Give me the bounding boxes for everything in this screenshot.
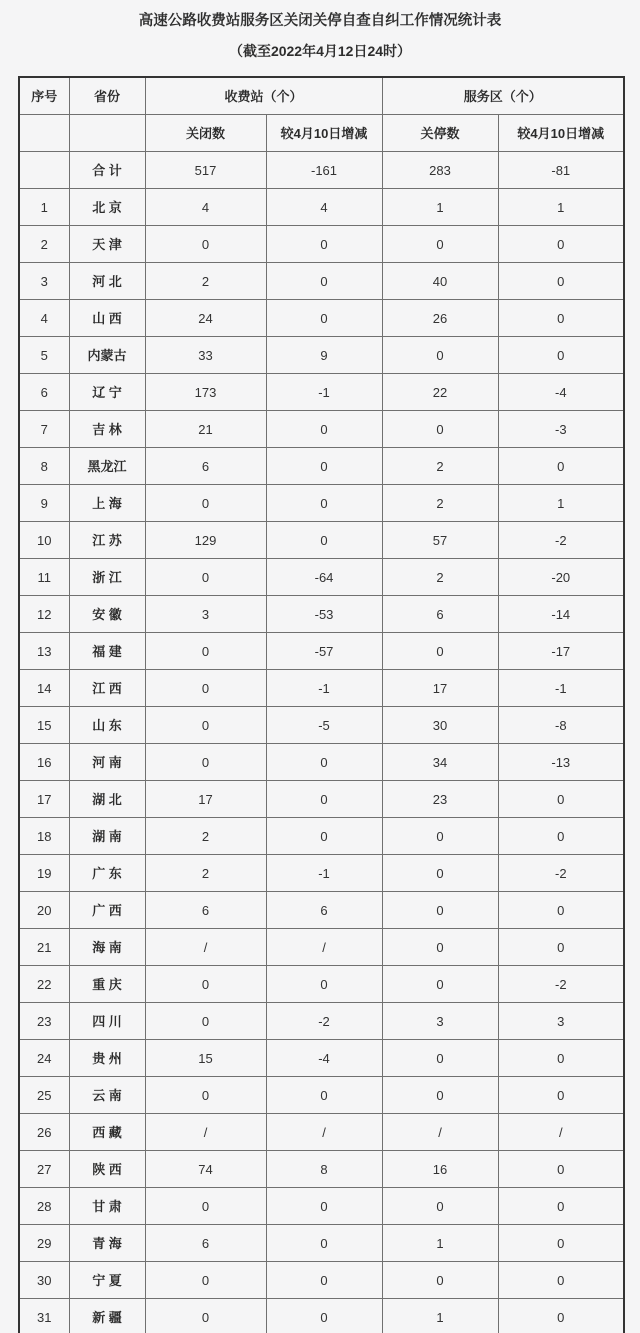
toll-closed-value: 0 xyxy=(145,1003,266,1040)
table-row xyxy=(19,411,624,448)
row-province: 陕 西 xyxy=(69,1151,145,1188)
row-province: 黑龙江 xyxy=(69,448,145,485)
service-change-value: 0 xyxy=(498,300,624,337)
toll-closed-value: 0 xyxy=(145,1077,266,1114)
service-closed-value: 26 xyxy=(382,300,498,337)
row-province: 江 苏 xyxy=(69,522,145,559)
toll-closed-value: 0 xyxy=(145,707,266,744)
toll-change-value: -4 xyxy=(266,1040,382,1077)
service-closed-value: / xyxy=(382,1114,498,1151)
toll-change-value: 0 xyxy=(266,1262,382,1299)
table-row xyxy=(19,744,624,781)
row-index: 8 xyxy=(19,448,69,485)
toll-change-value: 0 xyxy=(266,448,382,485)
row-province: 上 海 xyxy=(69,485,145,522)
row-province: 广 东 xyxy=(69,855,145,892)
service-change-value: 0 xyxy=(498,1188,624,1225)
total-row xyxy=(19,152,624,189)
service-closed-value: 0 xyxy=(382,1188,498,1225)
toll-closed-value: 21 xyxy=(145,411,266,448)
row-index: 27 xyxy=(19,1151,69,1188)
row-province: 四 川 xyxy=(69,1003,145,1040)
row-index: 17 xyxy=(19,781,69,818)
service-closed-value: 0 xyxy=(382,633,498,670)
service-change-value: 0 xyxy=(498,818,624,855)
table-row xyxy=(19,855,624,892)
row-index: 29 xyxy=(19,1225,69,1262)
toll-closed-value: 74 xyxy=(145,1151,266,1188)
row-index: 20 xyxy=(19,892,69,929)
row-province: 吉 林 xyxy=(69,411,145,448)
service-change-value: 3 xyxy=(498,1003,624,1040)
table-row xyxy=(19,1114,624,1151)
row-province: 湖 南 xyxy=(69,818,145,855)
toll-closed-value: 0 xyxy=(145,744,266,781)
table-row xyxy=(19,263,624,300)
service-change-value: 0 xyxy=(498,337,624,374)
service-change-value: 0 xyxy=(498,1040,624,1077)
toll-change-value: 8 xyxy=(266,1151,382,1188)
row-index: 3 xyxy=(19,263,69,300)
service-closed-value: 1 xyxy=(382,1225,498,1262)
service-closed-value: 0 xyxy=(382,966,498,1003)
row-province: 河 北 xyxy=(69,263,145,300)
toll-change-value: 0 xyxy=(266,1077,382,1114)
row-province: 山 西 xyxy=(69,300,145,337)
toll-change-value: 4 xyxy=(266,189,382,226)
table-row xyxy=(19,892,624,929)
row-index: 13 xyxy=(19,633,69,670)
table-row xyxy=(19,1151,624,1188)
row-index: 6 xyxy=(19,374,69,411)
row-province: 天 津 xyxy=(69,226,145,263)
table-row xyxy=(19,374,624,411)
header-toll-closed-count: 关闭数 xyxy=(145,115,266,152)
service-change-value: 1 xyxy=(498,485,624,522)
toll-change-value: 0 xyxy=(266,781,382,818)
toll-change-value: 6 xyxy=(266,892,382,929)
table-row xyxy=(19,781,624,818)
row-province: 宁 夏 xyxy=(69,1262,145,1299)
total-service-change-value: -81 xyxy=(498,152,624,189)
row-province: 西 藏 xyxy=(69,1114,145,1151)
table-row xyxy=(19,559,624,596)
service-closed-value: 0 xyxy=(382,855,498,892)
toll-closed-value: 6 xyxy=(145,1225,266,1262)
toll-closed-value: 6 xyxy=(145,892,266,929)
service-closed-value: 0 xyxy=(382,411,498,448)
header-row-subcolumns xyxy=(19,115,624,152)
toll-closed-value: 2 xyxy=(145,263,266,300)
table-row xyxy=(19,596,624,633)
toll-change-value: -2 xyxy=(266,1003,382,1040)
toll-closed-value: 0 xyxy=(145,559,266,596)
service-closed-value: 6 xyxy=(382,596,498,633)
toll-closed-value: 24 xyxy=(145,300,266,337)
row-province: 甘 肃 xyxy=(69,1188,145,1225)
toll-change-value: 0 xyxy=(266,485,382,522)
toll-closed-value: 173 xyxy=(145,374,266,411)
total-toll-closed-value: 517 xyxy=(145,152,266,189)
row-index: 31 xyxy=(19,1299,69,1333)
service-closed-value: 1 xyxy=(382,189,498,226)
toll-change-value: / xyxy=(266,929,382,966)
service-closed-value: 0 xyxy=(382,1262,498,1299)
service-change-value: 0 xyxy=(498,1077,624,1114)
toll-change-value: -5 xyxy=(266,707,382,744)
toll-closed-value: 17 xyxy=(145,781,266,818)
service-change-value: -4 xyxy=(498,374,624,411)
table-row xyxy=(19,670,624,707)
row-index: 14 xyxy=(19,670,69,707)
row-province: 重 庆 xyxy=(69,966,145,1003)
service-closed-value: 0 xyxy=(382,1077,498,1114)
row-index: 18 xyxy=(19,818,69,855)
table-row xyxy=(19,448,624,485)
row-index: 10 xyxy=(19,522,69,559)
service-closed-value: 2 xyxy=(382,559,498,596)
toll-change-value: -1 xyxy=(266,855,382,892)
service-closed-value: 0 xyxy=(382,892,498,929)
row-province: 贵 州 xyxy=(69,1040,145,1077)
table-row xyxy=(19,300,624,337)
row-province: 新 疆 xyxy=(69,1299,145,1333)
toll-change-value: 0 xyxy=(266,966,382,1003)
row-province: 北 京 xyxy=(69,189,145,226)
row-index: 11 xyxy=(19,559,69,596)
row-province: 安 徽 xyxy=(69,596,145,633)
header-empty-index-cell xyxy=(19,115,69,152)
row-index: 19 xyxy=(19,855,69,892)
toll-change-value: 0 xyxy=(266,1299,382,1333)
row-index: 21 xyxy=(19,929,69,966)
row-index: 24 xyxy=(19,1040,69,1077)
table-row xyxy=(19,966,624,1003)
toll-closed-value: 0 xyxy=(145,966,266,1003)
service-closed-value: 57 xyxy=(382,522,498,559)
row-province: 海 南 xyxy=(69,929,145,966)
row-province: 内蒙古 xyxy=(69,337,145,374)
row-index: 23 xyxy=(19,1003,69,1040)
table-row xyxy=(19,1299,624,1333)
toll-closed-value: 0 xyxy=(145,485,266,522)
toll-closed-value: 4 xyxy=(145,189,266,226)
service-change-value: -8 xyxy=(498,707,624,744)
row-province: 云 南 xyxy=(69,1077,145,1114)
table-row xyxy=(19,1188,624,1225)
toll-closed-value: 0 xyxy=(145,633,266,670)
total-row-label: 合 计 xyxy=(69,152,145,189)
row-index: 5 xyxy=(19,337,69,374)
table-row xyxy=(19,337,624,374)
toll-change-value: 0 xyxy=(266,522,382,559)
toll-closed-value: / xyxy=(145,1114,266,1151)
service-change-value: -20 xyxy=(498,559,624,596)
service-change-value: / xyxy=(498,1114,624,1151)
header-empty-province-cell xyxy=(69,115,145,152)
toll-closed-value: 129 xyxy=(145,522,266,559)
service-closed-value: 40 xyxy=(382,263,498,300)
toll-closed-value: 2 xyxy=(145,818,266,855)
toll-change-value: 0 xyxy=(266,1225,382,1262)
table-row xyxy=(19,189,624,226)
row-index: 2 xyxy=(19,226,69,263)
service-change-value: -13 xyxy=(498,744,624,781)
total-service-closed-value: 283 xyxy=(382,152,498,189)
toll-closed-value: 6 xyxy=(145,448,266,485)
service-change-value: 0 xyxy=(498,1262,624,1299)
toll-closed-value: 0 xyxy=(145,670,266,707)
service-change-value: -2 xyxy=(498,855,624,892)
toll-closed-value: 0 xyxy=(145,1188,266,1225)
service-closed-value: 0 xyxy=(382,1040,498,1077)
row-province: 山 东 xyxy=(69,707,145,744)
page-subtitle: （截至2022年4月12日24时） xyxy=(228,43,412,59)
service-closed-value: 2 xyxy=(382,448,498,485)
header-index: 序号 xyxy=(19,77,69,115)
row-province: 福 建 xyxy=(69,633,145,670)
row-province: 江 西 xyxy=(69,670,145,707)
toll-change-value: -53 xyxy=(266,596,382,633)
header-service-closed-count: 关停数 xyxy=(382,115,498,152)
row-index: 9 xyxy=(19,485,69,522)
service-closed-value: 3 xyxy=(382,1003,498,1040)
toll-change-value: 0 xyxy=(266,411,382,448)
row-province: 辽 宁 xyxy=(69,374,145,411)
header-row-groups xyxy=(19,77,624,115)
row-index: 1 xyxy=(19,189,69,226)
total-row-index-cell xyxy=(19,152,69,189)
service-closed-value: 23 xyxy=(382,781,498,818)
table-row xyxy=(19,1225,624,1262)
service-change-value: -3 xyxy=(498,411,624,448)
header-group-toll-stations: 收费站（个） xyxy=(145,77,382,115)
table-row xyxy=(19,633,624,670)
service-change-value: -2 xyxy=(498,966,624,1003)
toll-change-value: -1 xyxy=(266,374,382,411)
table-row xyxy=(19,818,624,855)
service-closed-value: 0 xyxy=(382,929,498,966)
service-closed-value: 17 xyxy=(382,670,498,707)
table-row xyxy=(19,1040,624,1077)
row-index: 22 xyxy=(19,966,69,1003)
table-row xyxy=(19,1003,624,1040)
toll-change-value: / xyxy=(266,1114,382,1151)
service-change-value: 1 xyxy=(498,189,624,226)
toll-change-value: 0 xyxy=(266,818,382,855)
row-index: 25 xyxy=(19,1077,69,1114)
row-index: 4 xyxy=(19,300,69,337)
row-index: 7 xyxy=(19,411,69,448)
table-row xyxy=(19,1262,624,1299)
service-change-value: 0 xyxy=(498,892,624,929)
row-index: 12 xyxy=(19,596,69,633)
toll-change-value: -1 xyxy=(266,670,382,707)
service-closed-value: 30 xyxy=(382,707,498,744)
service-closed-value: 0 xyxy=(382,818,498,855)
toll-change-value: -64 xyxy=(266,559,382,596)
service-change-value: 0 xyxy=(498,1225,624,1262)
toll-closed-value: 15 xyxy=(145,1040,266,1077)
service-change-value: -1 xyxy=(498,670,624,707)
table-row xyxy=(19,522,624,559)
service-change-value: 0 xyxy=(498,263,624,300)
table-row xyxy=(19,1077,624,1114)
page-title: 高速公路收费站服务区关闭关停自查自纠工作情况统计表 xyxy=(138,13,502,29)
toll-change-value: -57 xyxy=(266,633,382,670)
service-change-value: -17 xyxy=(498,633,624,670)
service-closed-value: 22 xyxy=(382,374,498,411)
service-change-value: 0 xyxy=(498,1151,624,1188)
header-province: 省份 xyxy=(69,77,145,115)
service-change-value: 0 xyxy=(498,448,624,485)
service-closed-value: 0 xyxy=(382,337,498,374)
service-closed-value: 1 xyxy=(382,1299,498,1333)
toll-change-value: 0 xyxy=(266,300,382,337)
header-toll-change-since-apr10: 较4月10日增减 xyxy=(266,115,382,152)
toll-change-value: 9 xyxy=(266,337,382,374)
row-index: 16 xyxy=(19,744,69,781)
table-row xyxy=(19,929,624,966)
row-index: 26 xyxy=(19,1114,69,1151)
service-closed-value: 2 xyxy=(382,485,498,522)
table-row xyxy=(19,226,624,263)
row-province: 浙 江 xyxy=(69,559,145,596)
row-index: 28 xyxy=(19,1188,69,1225)
header-service-change-since-apr10: 较4月10日增减 xyxy=(498,115,624,152)
service-closed-value: 34 xyxy=(382,744,498,781)
toll-change-value: 0 xyxy=(266,1188,382,1225)
row-province: 广 西 xyxy=(69,892,145,929)
row-index: 15 xyxy=(19,707,69,744)
total-toll-change-value: -161 xyxy=(266,152,382,189)
toll-change-value: 0 xyxy=(266,226,382,263)
row-index: 30 xyxy=(19,1262,69,1299)
service-closed-value: 16 xyxy=(382,1151,498,1188)
toll-change-value: 0 xyxy=(266,744,382,781)
row-province: 湖 北 xyxy=(69,781,145,818)
table-row xyxy=(19,485,624,522)
service-change-value: 0 xyxy=(498,226,624,263)
toll-change-value: 0 xyxy=(266,263,382,300)
table-row xyxy=(19,707,624,744)
service-change-value: -14 xyxy=(498,596,624,633)
service-closed-value: 0 xyxy=(382,226,498,263)
row-province: 青 海 xyxy=(69,1225,145,1262)
service-change-value: 0 xyxy=(498,1299,624,1333)
toll-closed-value: 0 xyxy=(145,226,266,263)
toll-closed-value: 0 xyxy=(145,1262,266,1299)
service-change-value: 0 xyxy=(498,929,624,966)
toll-closed-value: 2 xyxy=(145,855,266,892)
service-change-value: 0 xyxy=(498,781,624,818)
toll-closed-value: 33 xyxy=(145,337,266,374)
toll-closed-value: 0 xyxy=(145,1299,266,1333)
toll-closed-value: / xyxy=(145,929,266,966)
toll-closed-value: 3 xyxy=(145,596,266,633)
service-change-value: -2 xyxy=(498,522,624,559)
row-province: 河 南 xyxy=(69,744,145,781)
stats-table xyxy=(18,76,625,1333)
header-group-service-areas: 服务区（个） xyxy=(382,77,624,115)
